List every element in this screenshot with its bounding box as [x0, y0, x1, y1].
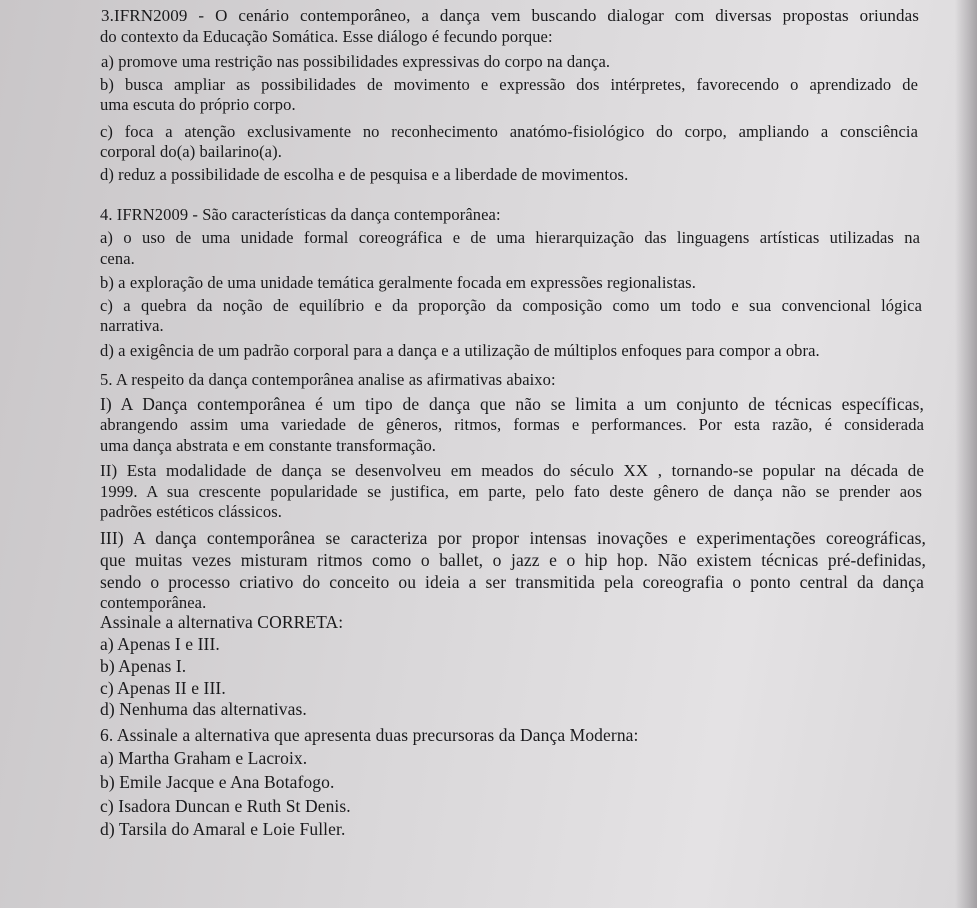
q5-stem: 5. A respeito da dança contemporânea analise as afirmativas abaixo: — [100, 370, 556, 389]
q3-option-b-line-1: b) busca ampliar as possibilidades de movimento e expressão dos intérpretes, favorecendo o aprendizado de — [100, 75, 918, 94]
q6-option-a: a) Martha Graham e Lacroix. — [100, 748, 308, 768]
q5-statement-iii-line-2: que muitas vezes misturam ritmos como o ballet, o jazz e o hip hop. Não existem técnicas pré-definidas, — [100, 550, 926, 570]
q6-option-d: d) Tarsila do Amaral e Loie Fuller. — [100, 819, 346, 839]
q5-option-c: c) Apenas II e III. — [100, 678, 226, 698]
q3-option-c-line-1: c) foca a atenção exclusivamente no reconhecimento anatómo-fisiológico do corpo, ampliando a consciência — [100, 122, 918, 141]
q5-statement-ii-line-1: II) Esta modalidade de dança se desenvolveu em meados do século XX , tornando-se popular na década de — [100, 461, 924, 480]
q5-statement-iii-line-1: III) A dança contemporânea se caracteriza por propor intensas inovações e experimentações coreográficas, — [100, 528, 926, 548]
q3-option-b-line-2: uma escuta do próprio corpo. — [100, 95, 296, 114]
q5-statement-ii-line-3: padrões estéticos clássicos. — [100, 502, 282, 521]
q5-option-d: d) Nenhuma das alternativas. — [100, 699, 307, 719]
q6-option-b: b) Emile Jacque e Ana Botafogo. — [100, 772, 335, 792]
q5-statement-i-line-3: uma dança abstrata e em constante transformação. — [100, 436, 437, 455]
q6-option-c: c) Isadora Duncan e Ruth St Denis. — [100, 796, 351, 816]
paper-edge-shadow — [955, 0, 977, 908]
q6-stem: 6. Assinale a alternativa que apresenta duas precursoras da Dança Moderna: — [100, 725, 639, 745]
q5-statement-iii-line-3: sendo o processo criativo do conceito ou ideia a ser transmitida pela coreografia o ponto central da dança — [100, 572, 924, 592]
q4-option-a-line-1: a) o uso de uma unidade formal coreográfica e de uma hierarquização das linguagens artísticas utilizadas na — [100, 228, 920, 247]
q5-statement-iii-line-4: contemporânea. — [100, 593, 207, 612]
q5-instruction: Assinale a alternativa CORRETA: — [100, 612, 344, 632]
q3-option-c-line-2: corporal do(a) bailarino(a). — [100, 142, 282, 161]
q4-option-d: d) a exigência de um padrão corporal para a dança e a utilização de múltiplos enfoques para compor a obra. — [100, 341, 820, 360]
q5-statement-i-line-2: abrangendo assim uma variedade de gêneros, ritmos, formas e performances. Por esta razão, é considerada — [100, 415, 924, 434]
q4-option-c-line-2: narrativa. — [100, 316, 164, 335]
q3-stem-line-1: 3.IFRN2009 - O cenário contemporâneo, a dança vem buscando dialogar com diversas propostas oriundas — [101, 6, 919, 25]
q3-option-a: a) promove uma restrição nas possibilidades expressivas do corpo na dança. — [101, 52, 611, 71]
q4-stem: 4. IFRN2009 - São características da dança contemporânea: — [100, 205, 501, 224]
q4-option-b: b) a exploração de uma unidade temática geralmente focada em expressões regionalistas. — [100, 273, 696, 292]
q5-statement-i-line-1: I) A Dança contemporânea é um tipo de dança que não se limita a um conjunto de técnicas específicas, — [100, 394, 924, 414]
q4-option-a-line-2: cena. — [100, 249, 135, 268]
q4-option-c-line-1: c) a quebra da noção de equilíbrio e da proporção da composição como um todo e sua convencional lógica — [100, 296, 922, 315]
q3-stem-line-2: do contexto da Educação Somática. Esse diálogo é fecundo porque: — [100, 27, 553, 46]
q5-option-b: b) Apenas I. — [100, 656, 187, 676]
q3-option-d: d) reduz a possibilidade de escolha e de pesquisa e a liberdade de movimentos. — [100, 165, 629, 184]
q5-option-a: a) Apenas I e III. — [100, 634, 220, 654]
q5-statement-ii-line-2: 1999. A sua crescente popularidade se justifica, em parte, pelo fato deste gênero de dança não se prender aos — [100, 482, 922, 501]
